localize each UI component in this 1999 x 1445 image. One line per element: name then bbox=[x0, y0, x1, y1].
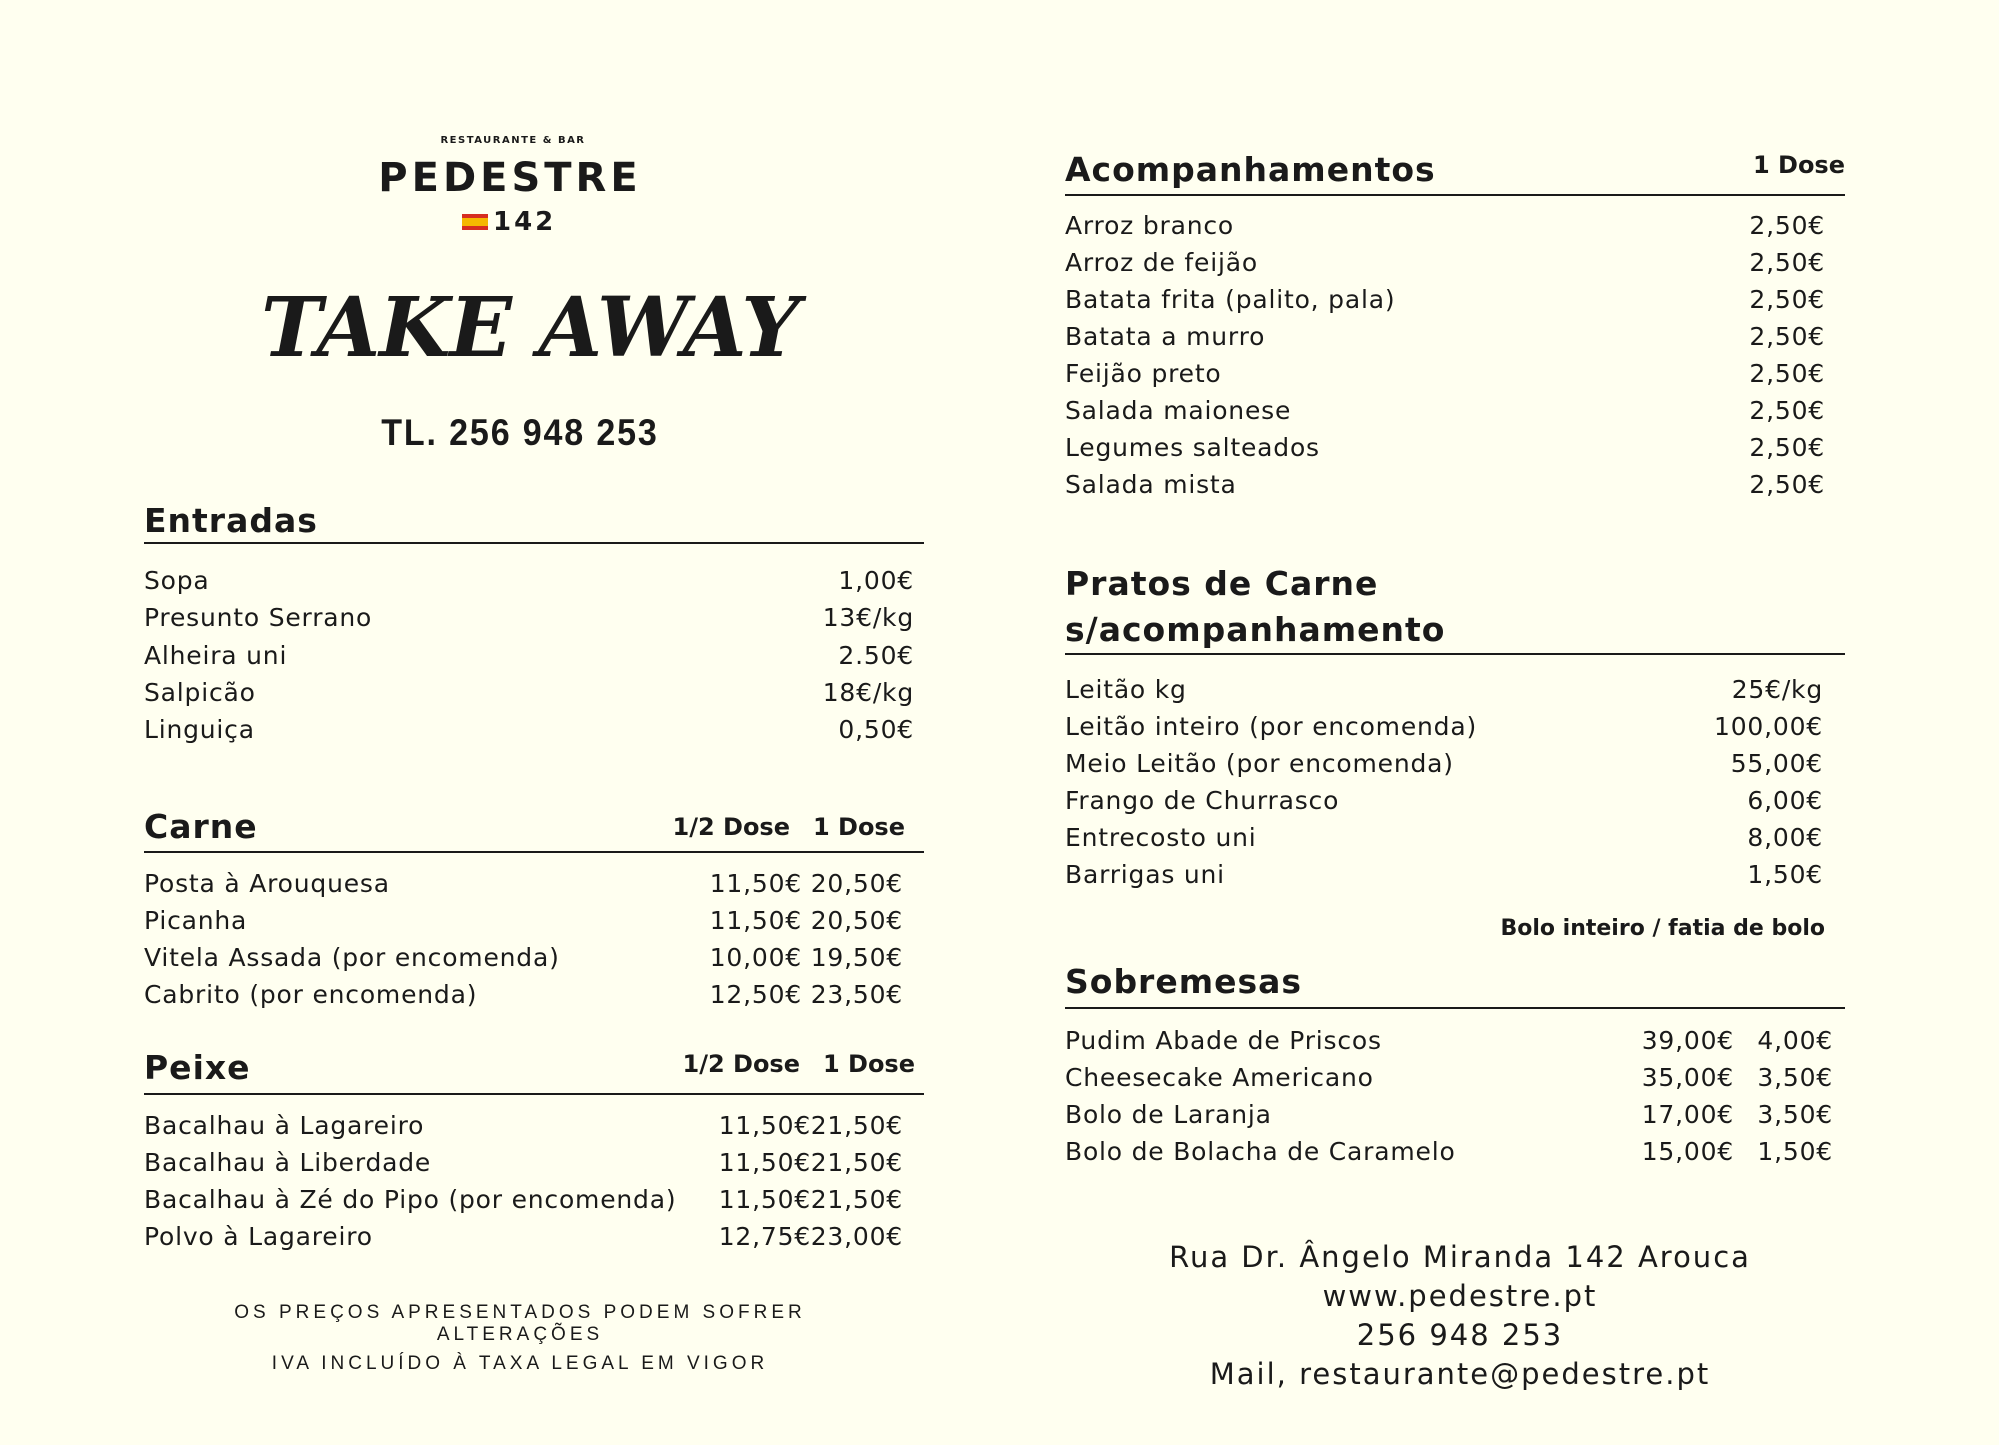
menu-item: Posta à Arouquesa 11,50€ 20,50€ bbox=[144, 869, 903, 898]
logo-number: 142 bbox=[493, 207, 557, 237]
section-divider bbox=[1065, 1007, 1845, 1009]
menu-item: Linguiça 0,50€ bbox=[144, 715, 914, 744]
menu-item: Presunto Serrano 13€/kg bbox=[144, 603, 914, 632]
menu-item: Alheira uni 2.50€ bbox=[144, 641, 914, 670]
spanish-flag-icon bbox=[462, 214, 488, 230]
section-peixe bbox=[144, 1048, 251, 1088]
menu-item: Cheesecake Americano 35,00€ 3,50€ bbox=[1065, 1063, 1833, 1092]
section-divider bbox=[144, 851, 924, 853]
menu-item: Bacalhau à Lagareiro 11,50€ 21,50€ bbox=[144, 1111, 903, 1140]
menu-item: Salada maionese 2,50€ bbox=[1065, 396, 1825, 425]
footer-mail[interactable]: Mail, restaurante@pedestre.pt bbox=[1209, 1357, 1711, 1391]
column-full-dose: 1 Dose bbox=[812, 813, 905, 841]
section-entradas bbox=[144, 501, 318, 541]
menu-item: Salada mista 2,50€ bbox=[1065, 470, 1825, 499]
menu-item: Arroz de feijão 2,50€ bbox=[1065, 248, 1825, 277]
section-title: Peixe bbox=[144, 1048, 251, 1087]
header-phone: TL. 256 948 253 bbox=[381, 412, 659, 453]
menu-item: Entrecosto uni 8,00€ bbox=[1065, 823, 1823, 852]
menu-item: Bolo de Bolacha de Caramelo 15,00€ 1,50€ bbox=[1065, 1137, 1833, 1166]
menu-item: Bolo de Laranja 17,00€ 3,50€ bbox=[1065, 1100, 1833, 1129]
menu-item: Leitão kg 25€/kg bbox=[1065, 675, 1823, 704]
menu-item: Bacalhau à Zé do Pipo (por encomenda) 11,50€ 21,50€ bbox=[144, 1185, 903, 1214]
menu-item: Cabrito (por encomenda) 12,50€ 23,50€ bbox=[144, 980, 903, 1009]
section-title: Carne bbox=[144, 807, 258, 846]
footer-address: Rua Dr. Ângelo Miranda 142 Arouca bbox=[1169, 1240, 1751, 1274]
logo-number-block bbox=[462, 207, 562, 237]
menu-item: Batata frita (palito, pala) 2,50€ bbox=[1065, 285, 1825, 314]
menu-item: Batata a murro 2,50€ bbox=[1065, 322, 1825, 351]
footer-website[interactable]: www.pedestre.pt bbox=[1322, 1279, 1598, 1313]
menu-item: Arroz branco 2,50€ bbox=[1065, 211, 1825, 240]
menu-item: Feijão preto 2,50€ bbox=[1065, 359, 1825, 388]
section-divider bbox=[1065, 194, 1845, 196]
section-sobremesas bbox=[1065, 962, 1302, 1002]
column-half-dose: 1/2 Dose bbox=[672, 813, 790, 841]
section-title-line1: Pratos de Carne bbox=[1065, 564, 1379, 603]
price-change-note: OS PREÇOS APRESENTADOS PODEM SOFRER ALTERAÇÕES bbox=[234, 1302, 806, 1345]
section-title: Entradas bbox=[144, 501, 318, 540]
logo-name: PEDESTRE bbox=[378, 155, 642, 201]
menu-item: Pudim Abade de Priscos 39,00€ 4,00€ bbox=[1065, 1026, 1833, 1055]
menu-item: Barrigas uni 1,50€ bbox=[1065, 860, 1823, 889]
column-full-dose: 1 Dose bbox=[1752, 151, 1845, 179]
section-divider bbox=[144, 1093, 924, 1095]
vat-note: IVA INCLUÍDO À TAXA LEGAL EM VIGOR bbox=[271, 1353, 769, 1374]
section-pratos-carne bbox=[1065, 564, 1445, 650]
menu-item: Salpicão 18€/kg bbox=[144, 678, 914, 707]
footer-phone: 256 948 253 bbox=[1356, 1318, 1564, 1352]
section-title: Sobremesas bbox=[1065, 962, 1303, 1001]
menu-item: Vitela Assada (por encomenda) 10,00€ 19,50€ bbox=[144, 943, 903, 972]
menu-item: Legumes salteados 2,50€ bbox=[1065, 433, 1825, 462]
column-cake-whole-slice: Bolo inteiro / fatia de bolo bbox=[1500, 916, 1825, 941]
menu-item: Bacalhau à Liberdade 11,50€ 21,50€ bbox=[144, 1148, 903, 1177]
menu-item: Leitão inteiro (por encomenda) 100,00€ bbox=[1065, 712, 1823, 741]
menu-item: Picanha 11,50€ 20,50€ bbox=[144, 906, 903, 935]
column-half-dose: 1/2 Dose bbox=[682, 1050, 800, 1078]
menu-item: Frango de Churrasco 6,00€ bbox=[1065, 786, 1823, 815]
section-carne bbox=[144, 807, 258, 847]
menu-item: Sopa 1,00€ bbox=[144, 566, 914, 595]
logo-subtitle: RESTAURANTE & BAR bbox=[440, 135, 586, 146]
menu-item: Meio Leitão (por encomenda) 55,00€ bbox=[1065, 749, 1823, 778]
section-divider bbox=[1065, 653, 1845, 655]
section-title: Acompanhamentos bbox=[1065, 150, 1436, 189]
menu-item: Polvo à Lagareiro 12,75€ 23,00€ bbox=[144, 1222, 903, 1251]
section-acompanhamentos bbox=[1065, 150, 1436, 190]
page-title: TAKE AWAY bbox=[261, 280, 799, 376]
section-title-line2: s/acompanhamento bbox=[1065, 610, 1446, 649]
column-full-dose: 1 Dose bbox=[822, 1050, 915, 1078]
section-divider bbox=[144, 542, 924, 544]
